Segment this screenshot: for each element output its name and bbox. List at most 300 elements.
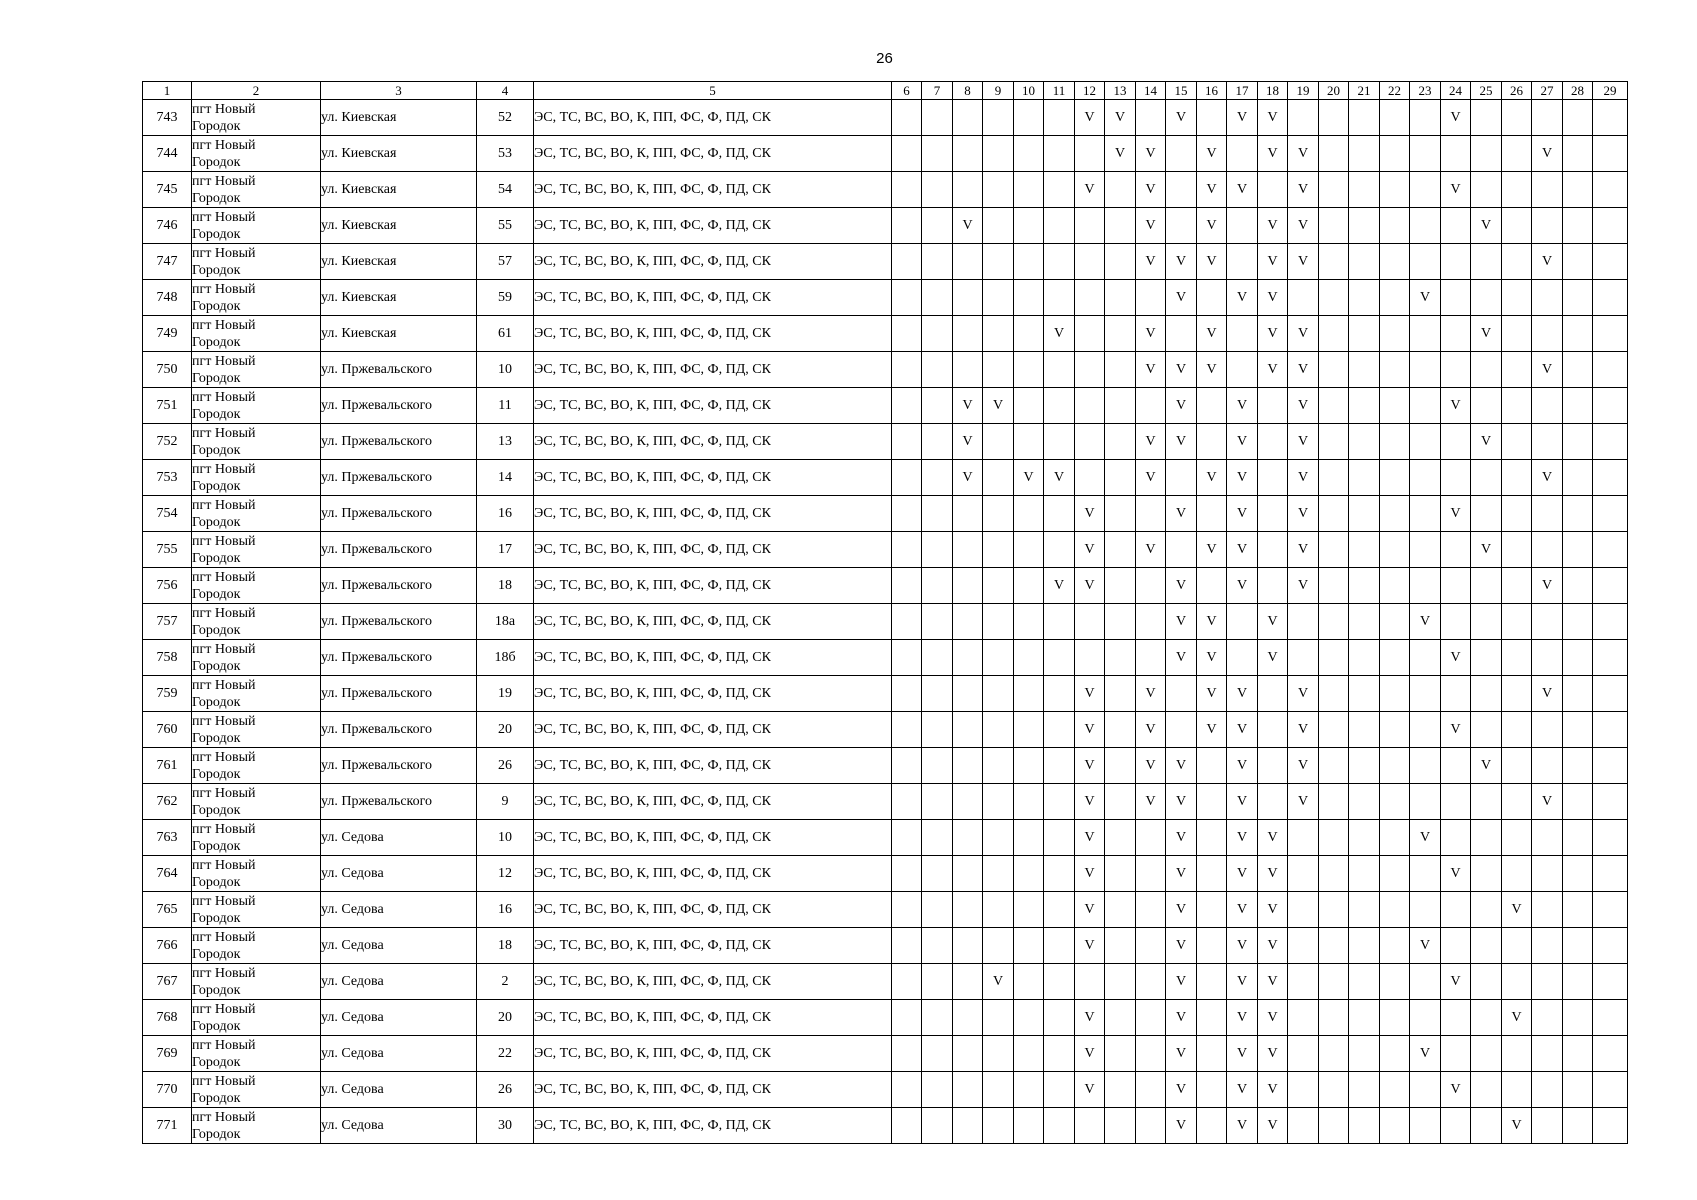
check-cell-col-18 xyxy=(1258,460,1288,496)
house-number: 18а xyxy=(477,604,534,640)
check-cell-col-16 xyxy=(1197,784,1227,820)
check-cell-col-12 xyxy=(1075,208,1105,244)
check-cell-col-14 xyxy=(1136,964,1166,1000)
check-cell-col-11 xyxy=(1044,928,1075,964)
settlement-cell xyxy=(192,820,321,856)
check-cell-col-17 xyxy=(1227,1036,1258,1072)
check-mark: V xyxy=(1084,938,1095,953)
check-cell-col-12 xyxy=(1075,856,1105,892)
check-cell-col-28 xyxy=(1563,100,1593,136)
check-cell-col-8 xyxy=(953,352,983,388)
services-list: ЭС, ТС, ВС, ВО, К, ПП, ФС, Ф, ПД, СК xyxy=(534,172,892,208)
services-list: ЭС, ТС, ВС, ВО, К, ПП, ФС, Ф, ПД, СК xyxy=(534,352,892,388)
check-mark: V xyxy=(1236,506,1248,521)
settlement-line-2: Городок xyxy=(192,514,241,530)
check-cell-col-16 xyxy=(1197,460,1227,496)
check-mark: V xyxy=(1419,1046,1431,1061)
check-cell-col-10 xyxy=(1014,604,1044,640)
house-number: 20 xyxy=(477,1000,534,1036)
check-cell-col-22 xyxy=(1380,640,1410,676)
street-name: ул. Седова xyxy=(321,1108,477,1144)
check-cell-col-13 xyxy=(1105,1072,1136,1108)
settlement-line-1: пгт Новый xyxy=(192,461,256,477)
check-mark: V xyxy=(1236,974,1248,989)
check-cell-col-24 xyxy=(1441,1072,1471,1108)
check-cell-col-19 xyxy=(1288,136,1319,172)
check-cell-col-27 xyxy=(1532,1108,1563,1144)
check-mark: V xyxy=(1267,218,1278,233)
check-cell-col-28 xyxy=(1563,388,1593,424)
check-cell-col-23 xyxy=(1410,532,1441,568)
check-cell-col-21 xyxy=(1349,352,1380,388)
check-cell-col-20 xyxy=(1319,1000,1349,1036)
check-cell-col-10 xyxy=(1014,1000,1044,1036)
row-number: 760 xyxy=(143,712,192,748)
check-cell-col-20 xyxy=(1319,208,1349,244)
services-list: ЭС, ТС, ВС, ВО, К, ПП, ФС, Ф, ПД, СК xyxy=(534,892,892,928)
services-list: ЭС, ТС, ВС, ВО, К, ПП, ФС, Ф, ПД, СК xyxy=(534,424,892,460)
check-cell-col-7 xyxy=(922,388,953,424)
check-cell-col-19 xyxy=(1288,748,1319,784)
check-cell-col-22 xyxy=(1380,460,1410,496)
check-cell-col-11 xyxy=(1044,352,1075,388)
check-cell-col-17 xyxy=(1227,244,1258,280)
check-cell-col-16 xyxy=(1197,208,1227,244)
settlement-line-2: Городок xyxy=(192,838,241,854)
check-mark: V xyxy=(1480,434,1492,449)
check-cell-col-11 xyxy=(1044,892,1075,928)
check-cell-col-27 xyxy=(1532,316,1563,352)
check-cell-col-26 xyxy=(1502,172,1532,208)
column-header-14: 14 xyxy=(1136,82,1166,100)
row-number: 770 xyxy=(143,1072,192,1108)
check-cell-col-27 xyxy=(1532,676,1563,712)
check-cell-col-29 xyxy=(1593,748,1628,784)
column-header-15: 15 xyxy=(1166,82,1197,100)
check-mark: V xyxy=(1236,290,1248,305)
check-cell-col-11 xyxy=(1044,424,1075,460)
check-cell-col-10 xyxy=(1014,1036,1044,1072)
check-cell-col-17 xyxy=(1227,640,1258,676)
settlement-line-2: Городок xyxy=(192,694,241,710)
row-number: 767 xyxy=(143,964,192,1000)
check-cell-col-23 xyxy=(1410,784,1441,820)
check-cell-col-28 xyxy=(1563,784,1593,820)
check-cell-col-20 xyxy=(1319,568,1349,604)
check-cell-col-11 xyxy=(1044,460,1075,496)
column-header-12: 12 xyxy=(1075,82,1105,100)
check-mark: V xyxy=(1267,1082,1278,1097)
check-cell-col-29 xyxy=(1593,712,1628,748)
check-cell-col-15 xyxy=(1166,280,1197,316)
check-cell-col-6 xyxy=(892,316,922,352)
column-header-20: 20 xyxy=(1319,82,1349,100)
check-cell-col-9 xyxy=(983,388,1014,424)
check-cell-col-25 xyxy=(1471,1108,1502,1144)
check-mark: V xyxy=(1541,146,1553,161)
check-cell-col-18 xyxy=(1258,712,1288,748)
check-mark: V xyxy=(1236,1010,1248,1025)
check-cell-col-6 xyxy=(892,604,922,640)
check-cell-col-6 xyxy=(892,856,922,892)
check-mark: V xyxy=(1236,758,1248,773)
check-cell-col-13 xyxy=(1105,136,1136,172)
check-cell-col-20 xyxy=(1319,1108,1349,1144)
check-cell-col-7 xyxy=(922,208,953,244)
check-cell-col-29 xyxy=(1593,1072,1628,1108)
check-mark: V xyxy=(1084,866,1095,881)
check-mark: V xyxy=(1297,254,1309,269)
check-mark: V xyxy=(1084,578,1095,593)
house-number: 13 xyxy=(477,424,534,460)
street-name: ул. Пржевальского xyxy=(321,388,477,424)
check-cell-col-6 xyxy=(892,676,922,712)
check-mark: V xyxy=(1236,1046,1248,1061)
check-cell-col-14 xyxy=(1136,712,1166,748)
row-number: 752 xyxy=(143,424,192,460)
check-mark: V xyxy=(1541,254,1553,269)
street-name: ул. Киевская xyxy=(321,244,477,280)
check-cell-col-13 xyxy=(1105,604,1136,640)
settlement-line-2: Городок xyxy=(192,622,241,638)
check-cell-col-29 xyxy=(1593,532,1628,568)
check-mark: V xyxy=(1236,794,1248,809)
check-mark: V xyxy=(1236,434,1248,449)
check-cell-col-11 xyxy=(1044,568,1075,604)
check-mark: V xyxy=(1267,938,1278,953)
check-cell-col-29 xyxy=(1593,640,1628,676)
check-cell-col-17 xyxy=(1227,964,1258,1000)
check-cell-col-28 xyxy=(1563,892,1593,928)
row-number: 768 xyxy=(143,1000,192,1036)
check-cell-col-20 xyxy=(1319,676,1349,712)
check-cell-col-9 xyxy=(983,964,1014,1000)
check-cell-col-8 xyxy=(953,820,983,856)
check-cell-col-17 xyxy=(1227,604,1258,640)
page-number: 26 xyxy=(876,50,893,67)
settlement-line-2: Городок xyxy=(192,262,241,278)
check-cell-col-16 xyxy=(1197,1072,1227,1108)
row-number: 771 xyxy=(143,1108,192,1144)
check-cell-col-21 xyxy=(1349,712,1380,748)
check-cell-col-9 xyxy=(983,568,1014,604)
settlement-line-2: Городок xyxy=(192,946,241,962)
check-cell-col-16 xyxy=(1197,352,1227,388)
check-cell-col-8 xyxy=(953,1000,983,1036)
column-header-8: 8 xyxy=(953,82,983,100)
check-cell-col-6 xyxy=(892,208,922,244)
check-mark: V xyxy=(1206,614,1217,629)
check-cell-col-15 xyxy=(1166,460,1197,496)
check-cell-col-21 xyxy=(1349,1000,1380,1036)
check-cell-col-7 xyxy=(922,892,953,928)
check-cell-col-26 xyxy=(1502,100,1532,136)
check-cell-col-29 xyxy=(1593,460,1628,496)
table-row xyxy=(143,1108,1628,1144)
table-row xyxy=(143,964,1628,1000)
check-cell-col-13 xyxy=(1105,100,1136,136)
check-cell-col-19 xyxy=(1288,856,1319,892)
check-cell-col-16 xyxy=(1197,244,1227,280)
check-cell-col-6 xyxy=(892,928,922,964)
check-cell-col-19 xyxy=(1288,568,1319,604)
check-cell-col-9 xyxy=(983,100,1014,136)
check-cell-col-17 xyxy=(1227,1000,1258,1036)
settlement-cell xyxy=(192,712,321,748)
row-number: 745 xyxy=(143,172,192,208)
row-number: 762 xyxy=(143,784,192,820)
check-cell-col-26 xyxy=(1502,460,1532,496)
check-cell-col-18 xyxy=(1258,856,1288,892)
check-mark: V xyxy=(1206,146,1217,161)
check-mark: V xyxy=(962,470,973,485)
check-cell-col-29 xyxy=(1593,928,1628,964)
check-mark: V xyxy=(1145,218,1156,233)
check-cell-col-17 xyxy=(1227,136,1258,172)
check-cell-col-26 xyxy=(1502,1000,1532,1036)
check-cell-col-7 xyxy=(922,100,953,136)
check-cell-col-15 xyxy=(1166,172,1197,208)
check-cell-col-8 xyxy=(953,532,983,568)
settlement-line-1: пгт Новый xyxy=(192,929,256,945)
check-cell-col-25 xyxy=(1471,748,1502,784)
check-cell-col-22 xyxy=(1380,172,1410,208)
check-cell-col-6 xyxy=(892,712,922,748)
check-cell-col-6 xyxy=(892,424,922,460)
check-cell-col-23 xyxy=(1410,568,1441,604)
check-cell-col-23 xyxy=(1410,676,1441,712)
check-cell-col-11 xyxy=(1044,604,1075,640)
row-number: 750 xyxy=(143,352,192,388)
check-mark: V xyxy=(1236,902,1248,917)
check-cell-col-11 xyxy=(1044,640,1075,676)
settlement-line-2: Городок xyxy=(192,442,241,458)
check-cell-col-14 xyxy=(1136,1036,1166,1072)
row-number: 749 xyxy=(143,316,192,352)
check-cell-col-10 xyxy=(1014,460,1044,496)
check-cell-col-22 xyxy=(1380,316,1410,352)
check-cell-col-25 xyxy=(1471,100,1502,136)
check-cell-col-10 xyxy=(1014,964,1044,1000)
check-cell-col-17 xyxy=(1227,892,1258,928)
check-cell-col-19 xyxy=(1288,964,1319,1000)
check-cell-col-16 xyxy=(1197,640,1227,676)
settlement-line-2: Городок xyxy=(192,370,241,386)
check-mark: V xyxy=(1297,398,1309,413)
check-mark: V xyxy=(1450,974,1461,989)
check-cell-col-24 xyxy=(1441,892,1471,928)
check-cell-col-13 xyxy=(1105,460,1136,496)
check-cell-col-28 xyxy=(1563,712,1593,748)
check-cell-col-23 xyxy=(1410,928,1441,964)
check-mark: V xyxy=(1297,758,1309,773)
check-cell-col-8 xyxy=(953,856,983,892)
street-name: ул. Седова xyxy=(321,964,477,1000)
settlement-cell xyxy=(192,244,321,280)
check-cell-col-19 xyxy=(1288,640,1319,676)
check-cell-col-18 xyxy=(1258,316,1288,352)
check-cell-col-23 xyxy=(1410,964,1441,1000)
check-cell-col-26 xyxy=(1502,496,1532,532)
check-cell-col-21 xyxy=(1349,172,1380,208)
check-cell-col-23 xyxy=(1410,1000,1441,1036)
check-cell-col-15 xyxy=(1166,568,1197,604)
check-cell-col-23 xyxy=(1410,820,1441,856)
check-cell-col-22 xyxy=(1380,388,1410,424)
settlement-line-2: Городок xyxy=(192,1126,241,1142)
check-cell-col-25 xyxy=(1471,388,1502,424)
settlement-cell xyxy=(192,280,321,316)
check-mark: V xyxy=(1419,830,1431,845)
check-mark: V xyxy=(1236,182,1248,197)
check-cell-col-8 xyxy=(953,640,983,676)
check-cell-col-8 xyxy=(953,172,983,208)
settlement-cell xyxy=(192,136,321,172)
house-number: 16 xyxy=(477,892,534,928)
settlement-cell xyxy=(192,496,321,532)
table-row xyxy=(143,892,1628,928)
check-cell-col-10 xyxy=(1014,100,1044,136)
settlement-line-1: пгт Новый xyxy=(192,857,256,873)
column-header-5: 5 xyxy=(534,82,892,100)
settlement-cell xyxy=(192,1108,321,1144)
check-cell-col-17 xyxy=(1227,1108,1258,1144)
check-cell-col-14 xyxy=(1136,532,1166,568)
check-cell-col-10 xyxy=(1014,820,1044,856)
row-number: 751 xyxy=(143,388,192,424)
column-header-18: 18 xyxy=(1258,82,1288,100)
check-mark: V xyxy=(1145,146,1156,161)
house-number: 17 xyxy=(477,532,534,568)
check-mark: V xyxy=(1267,830,1278,845)
check-cell-col-15 xyxy=(1166,928,1197,964)
settlement-line-1: пгт Новый xyxy=(192,281,256,297)
check-cell-col-12 xyxy=(1075,712,1105,748)
check-cell-col-18 xyxy=(1258,1000,1288,1036)
table-row xyxy=(143,820,1628,856)
check-cell-col-20 xyxy=(1319,640,1349,676)
check-cell-col-17 xyxy=(1227,100,1258,136)
check-cell-col-12 xyxy=(1075,244,1105,280)
row-number: 757 xyxy=(143,604,192,640)
services-list: ЭС, ТС, ВС, ВО, К, ПП, ФС, Ф, ПД, СК xyxy=(534,676,892,712)
check-mark: V xyxy=(1511,1010,1522,1025)
row-number: 743 xyxy=(143,100,192,136)
check-cell-col-18 xyxy=(1258,496,1288,532)
check-cell-col-14 xyxy=(1136,1000,1166,1036)
check-cell-col-6 xyxy=(892,820,922,856)
check-cell-col-15 xyxy=(1166,640,1197,676)
check-cell-col-22 xyxy=(1380,604,1410,640)
check-cell-col-22 xyxy=(1380,352,1410,388)
street-name: ул. Пржевальского xyxy=(321,640,477,676)
check-mark: V xyxy=(1175,362,1187,377)
check-cell-col-12 xyxy=(1075,784,1105,820)
check-cell-col-6 xyxy=(892,244,922,280)
check-cell-col-26 xyxy=(1502,1036,1532,1072)
check-cell-col-8 xyxy=(953,244,983,280)
check-cell-col-21 xyxy=(1349,496,1380,532)
check-mark: V xyxy=(1297,470,1309,485)
column-header-17: 17 xyxy=(1227,82,1258,100)
house-number: 61 xyxy=(477,316,534,352)
check-cell-col-8 xyxy=(953,676,983,712)
check-cell-col-8 xyxy=(953,136,983,172)
check-cell-col-13 xyxy=(1105,172,1136,208)
settlement-line-1: пгт Новый xyxy=(192,677,256,693)
check-cell-col-28 xyxy=(1563,928,1593,964)
check-cell-col-24 xyxy=(1441,460,1471,496)
check-cell-col-8 xyxy=(953,712,983,748)
check-cell-col-21 xyxy=(1349,208,1380,244)
column-header-25: 25 xyxy=(1471,82,1502,100)
check-mark: V xyxy=(1297,146,1309,161)
street-name: ул. Киевская xyxy=(321,316,477,352)
table-row xyxy=(143,640,1628,676)
check-cell-col-12 xyxy=(1075,748,1105,784)
check-cell-col-11 xyxy=(1044,676,1075,712)
table-row xyxy=(143,1072,1628,1108)
check-mark: V xyxy=(1236,866,1248,881)
check-cell-col-27 xyxy=(1532,136,1563,172)
check-cell-col-9 xyxy=(983,208,1014,244)
check-cell-col-6 xyxy=(892,280,922,316)
check-mark: V xyxy=(1206,254,1217,269)
column-header-19: 19 xyxy=(1288,82,1319,100)
settlement-line-1: пгт Новый xyxy=(192,641,256,657)
check-mark: V xyxy=(1267,650,1278,665)
check-cell-col-28 xyxy=(1563,532,1593,568)
check-mark: V xyxy=(1267,1118,1278,1133)
settlement-line-1: пгт Новый xyxy=(192,1109,256,1125)
column-header-29: 29 xyxy=(1593,82,1628,100)
settlement-line-1: пгт Новый xyxy=(192,893,256,909)
check-cell-col-26 xyxy=(1502,748,1532,784)
table-row xyxy=(143,676,1628,712)
check-cell-col-8 xyxy=(953,928,983,964)
check-cell-col-12 xyxy=(1075,136,1105,172)
check-cell-col-27 xyxy=(1532,100,1563,136)
check-cell-col-20 xyxy=(1319,100,1349,136)
check-cell-col-22 xyxy=(1380,784,1410,820)
check-cell-col-27 xyxy=(1532,604,1563,640)
check-cell-col-16 xyxy=(1197,1036,1227,1072)
check-cell-col-27 xyxy=(1532,388,1563,424)
header-row xyxy=(143,82,1628,100)
check-cell-col-29 xyxy=(1593,100,1628,136)
check-cell-col-27 xyxy=(1532,568,1563,604)
services-list: ЭС, ТС, ВС, ВО, К, ПП, ФС, Ф, ПД, СК xyxy=(534,712,892,748)
check-cell-col-10 xyxy=(1014,208,1044,244)
check-cell-col-24 xyxy=(1441,316,1471,352)
check-cell-col-12 xyxy=(1075,316,1105,352)
check-cell-col-22 xyxy=(1380,1108,1410,1144)
check-cell-col-8 xyxy=(953,388,983,424)
check-mark: V xyxy=(1175,866,1187,881)
services-list: ЭС, ТС, ВС, ВО, К, ПП, ФС, Ф, ПД, СК xyxy=(534,856,892,892)
check-cell-col-24 xyxy=(1441,208,1471,244)
check-cell-col-19 xyxy=(1288,712,1319,748)
settlement-line-2: Городок xyxy=(192,478,241,494)
check-cell-col-7 xyxy=(922,748,953,784)
check-cell-col-7 xyxy=(922,460,953,496)
check-cell-col-9 xyxy=(983,784,1014,820)
check-cell-col-9 xyxy=(983,1036,1014,1072)
check-cell-col-14 xyxy=(1136,280,1166,316)
check-cell-col-22 xyxy=(1380,136,1410,172)
check-cell-col-22 xyxy=(1380,856,1410,892)
column-header-24: 24 xyxy=(1441,82,1471,100)
